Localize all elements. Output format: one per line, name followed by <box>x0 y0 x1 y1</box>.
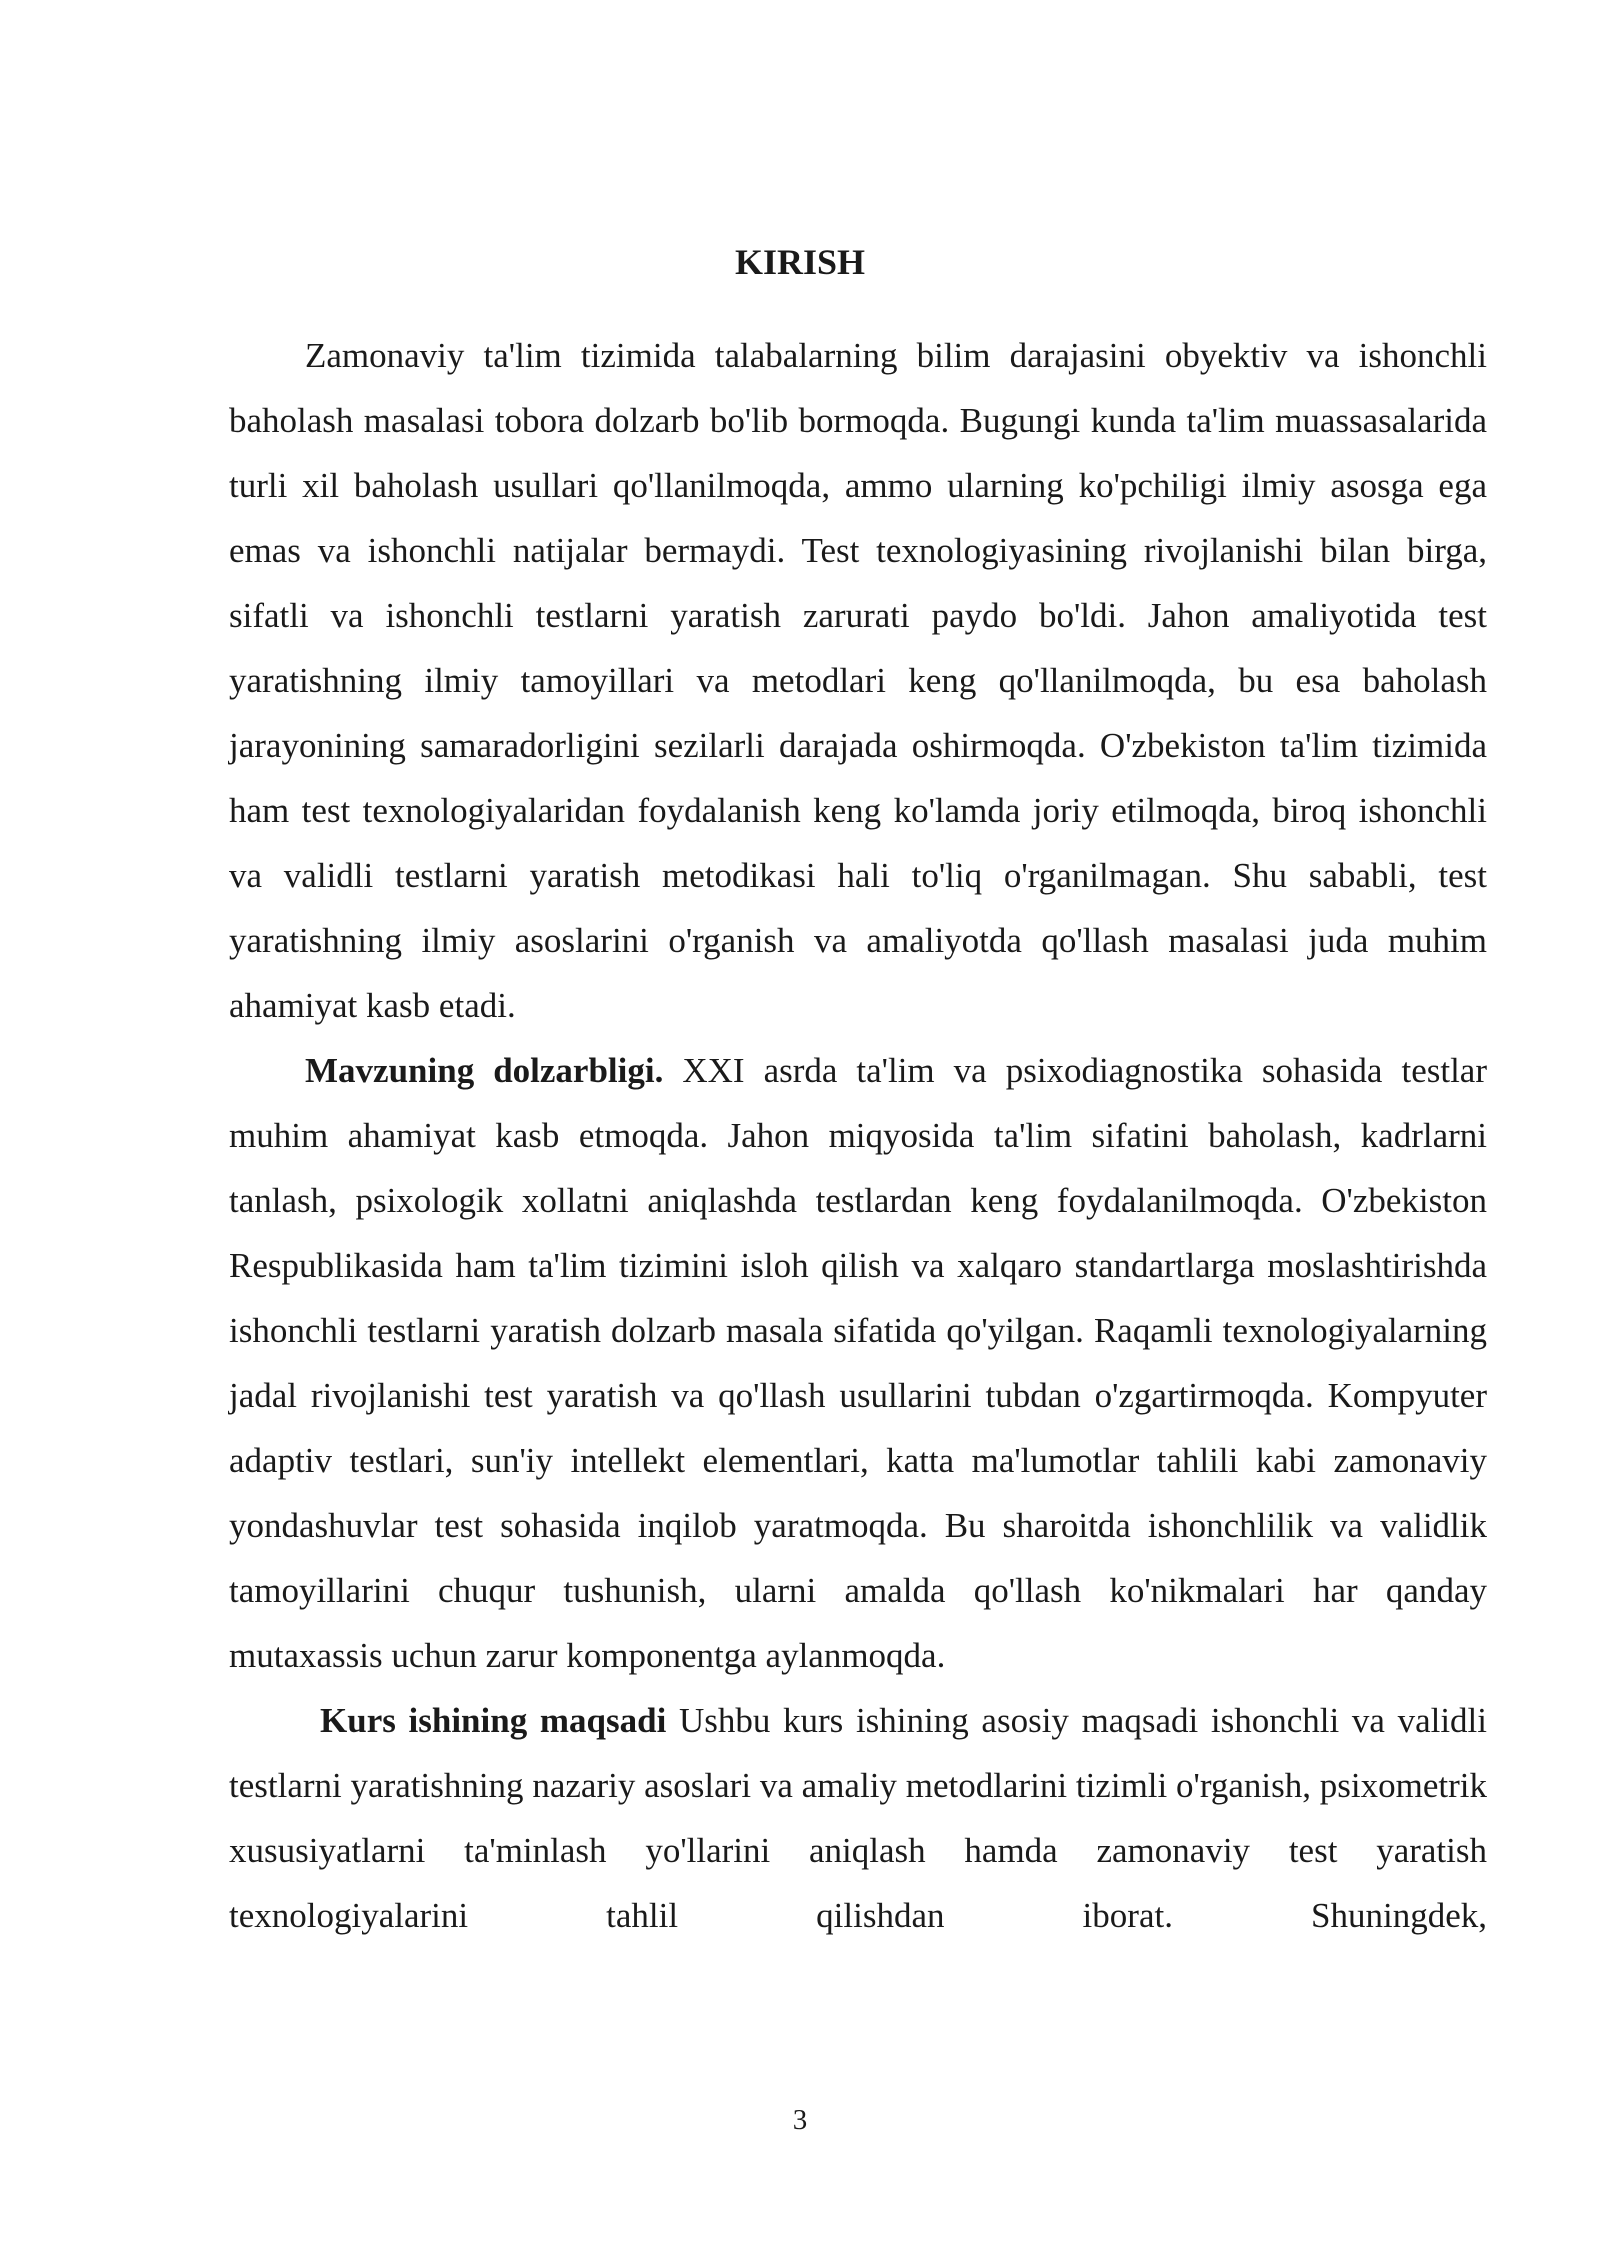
relevance-paragraph <box>229 1038 1487 1688</box>
paragraph-text: Ushbu kurs ishining asosiy maqsadi ishonchli va validli testlarni yaratishning nazariy asoslari va amaliy metodlarini tizimli o'rganish, psixometrik xususiyatlarni ta'minlash yo'llarini aniqlash hamda zamonaviy test yaratish texnologiyalarini tahlil qilishdan iborat. Shuningdek, <box>229 1701 1487 1935</box>
paragraph-text: XXI asrda ta'lim va psixodiagnostika sohasida testlar muhim ahamiyat kasb etmoqda. Jahon miqyosida ta'lim sifatini baholash, kadrlarni tanlash, psixologik xollatni aniqlashda testlardan keng foydalanilmoqda. O'zbekiston Respublikasida ham ta'lim tizimini isloh qilish va xalqaro standartlarga moslashtirishda ishonchli testlarni yaratish dolzarb masala sifatida qo'yilgan. Raqamli texnologiyalarning jadal rivojlanishi test yaratish va qo'llash usullarini tubdan o'zgartirmoqda. Kompyuter adaptiv testlari, sun'iy intellekt elementlari, katta ma'lumotlar tahlili kabi zamonaviy yondashuvlar test sohasida inqilob yaratmoqda. Bu sharoitda ishonchlilik va validlik tamoyillarini chuqur tushunish, ularni amalda qo'llash ko'nikmalari har qanday mutaxassis uchun zarur komponentga aylanmoqda. <box>229 1051 1487 1675</box>
paragraph-lead-heading: Kurs ishining maqsadi <box>320 1701 667 1740</box>
intro-paragraph <box>229 323 1487 1038</box>
body-text <box>229 323 1487 1948</box>
paragraph-lead-heading: Mavzuning dolzarbligi. <box>305 1051 664 1090</box>
page-title: KIRISH <box>734 242 866 282</box>
goal-paragraph <box>229 1688 1487 1948</box>
page-number: 3 <box>792 2104 808 2136</box>
paragraph-text: Zamonaviy ta'lim tizimida talabalarning bilim darajasini obyektiv va ishonchli baholash masalasi tobora dolzarb bo'lib bormoqda. Bugungi kunda ta'lim muassasalarida turli xil baholash usullari qo'llanilmoqda, ammo ularning ko'pchiligi ilmiy asosga ega emas va ishonchli natijalar bermaydi. Test texnologiyasining rivojlanishi bilan birga, sifatli va ishonchli testlarni yaratish zarurati paydo bo'ldi. Jahon amaliyotida test yaratishning ilmiy tamoyillari va metodlari keng qo'llanilmoqda, bu esa baholash jarayonining samaradorligini sezilarli darajada oshirmoqda. O'zbekiston ta'lim tizimida ham test texnologiyalaridan foydalanish keng ko'lamda joriy etilmoqda, biroq ishonchli va validli testlarni yaratish metodikasi hali to'liq o'rganilmagan. Shu sababli, test yaratishning ilmiy asoslarini o'rganish va amaliyotda qo'llash masalasi juda muhim ahamiyat kasb etadi. <box>229 336 1487 1025</box>
